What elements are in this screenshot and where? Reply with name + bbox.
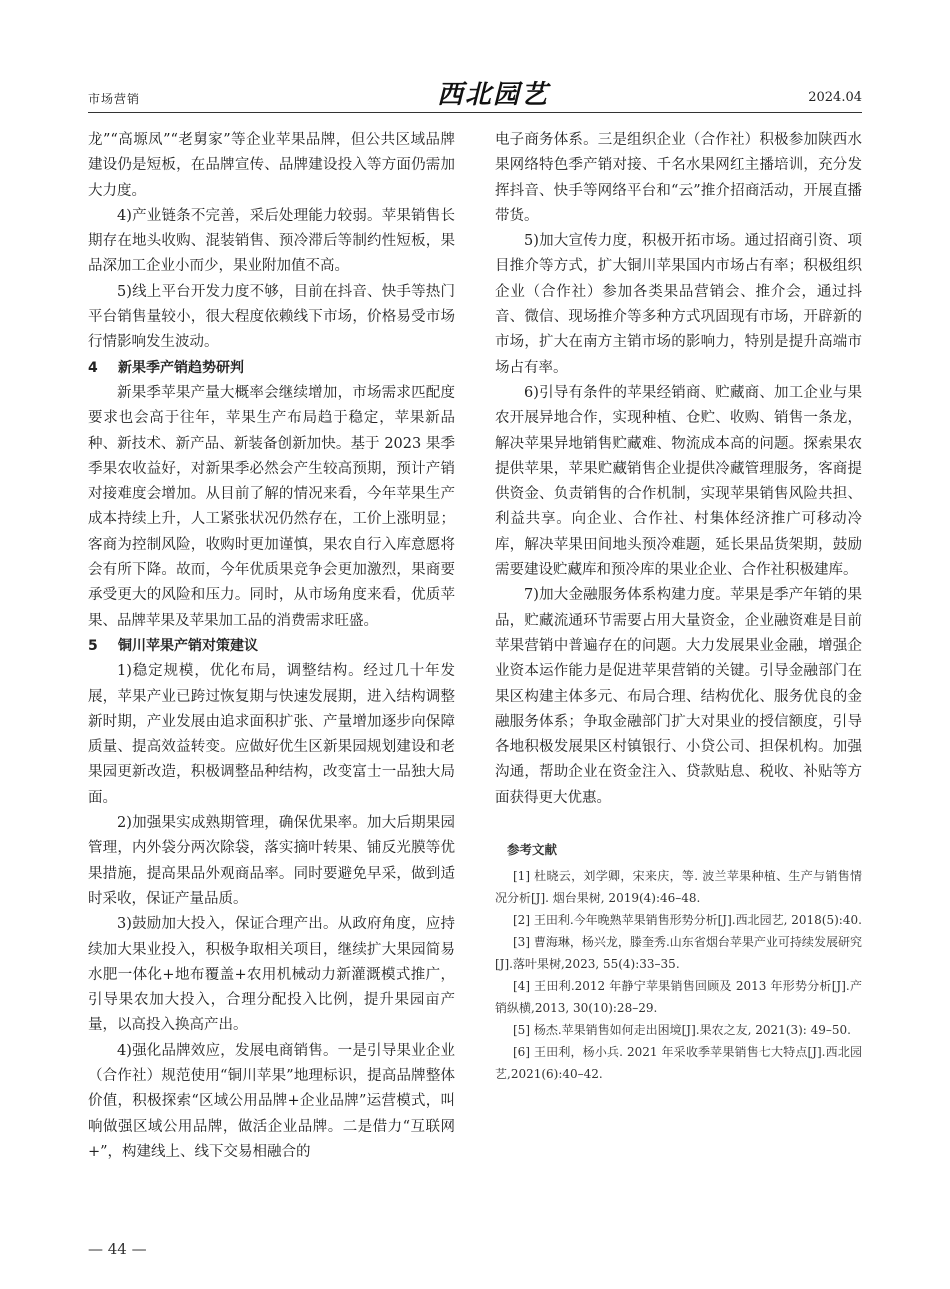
paragraph: 5)加大宣传力度，积极开拓市场。通过招商引资、项目推介等方式，扩大铜川苹果国内市场占有率；积极组织企业（合作社）参加各类果品营销会、推介会，通过抖音、微信、现场推介等多种方式巩固现有市场，开辟新的市场，扩大在南方主销市场的影响力，特别是提升高端市场占有率。: [495, 233, 862, 376]
paragraph: 新果季苹果产量大概率会继续增加，市场需求匹配度要求也会高于往年，苹果生产布局趋于稳定，苹果新品种、新技术、新产品、新装备创新加快。基于 2023 果季季果农收益好，对新果季必然会产生较高预期，预计产销对接难度会增加。从目前了解的情况来看，今年苹果生产成本持续上升，人工紧张状况仍然存在，工价上涨明显；客商为控制风险，收购时更加谨慎，果农自行入库意愿将会有所下降。故而，今年优质果竞争会更加激烈，果商要承受更大的风险和压力。同时，从市场角度来看，优质苹果、品牌苹果及苹果加工品的消费需求旺盛。: [88, 384, 455, 629]
journal-logo: 西北园艺: [436, 80, 549, 110]
reference-item: [5] 杨杰.苹果销售如何走出困境[J].果农之友, 2021(3): 49–50.: [513, 1023, 851, 1038]
section-title: 新果季产销趋势研判: [118, 359, 244, 376]
issue-number: 2024.04: [808, 90, 862, 105]
section-number: 5: [88, 637, 98, 654]
paragraph: 龙”“高塬凤”“老舅家”等企业苹果品牌，但公共区域品牌建设仍是短板，在品牌宣传、品牌建设投入等方面仍需加大力度。: [88, 132, 455, 199]
paragraph: 4)产业链条不完善，采后处理能力较弱。苹果销售长期存在地头收购、混装销售、预冷滞后等制约性短板，果品深加工企业小而少，果业附加值不高。: [88, 207, 455, 275]
section-heading: [88, 356, 455, 381]
paragraph: 6)引导有条件的苹果经销商、贮藏商、加工企业与果农开展异地合作，实现种植、仓贮、收购、销售一条龙，解决苹果异地销售贮藏难、物流成本高的问题。探索果农提供苹果，苹果贮藏销售企业提供冷藏管理服务，客商提供资金、负责销售的合作机制，实现苹果销售风险共担、利益共享。向企业、合作社、村集体经济推广可移动冷库，解决苹果田间地头预冷难题，延长果品货架期，鼓励需要建设贮藏库和预冷库的果业企业、合作社积极建库。: [495, 384, 862, 579]
references-title: 参考文献: [507, 842, 558, 858]
paragraph: 电子商务体系。三是组织企业（合作社）积极参加陕西水果网络特色季产销对接、千名水果网红主播培训，充分发挥抖音、快手等网络平台和“云”推介招商活动，开展直播带货。: [495, 132, 862, 224]
paragraph: 1)稳定规模，优化布局，调整结构。经过几十年发展，苹果产业已跨过恢复期与快速发展期，进入结构调整新时期，产业发展由追求面积扩张、产量增加逐步向保障质量、提高效益转变。应做好优生区新果园规划建设和老果园更新改造，积极调整品种结构，改变富士一品独大局面。: [88, 663, 455, 806]
paragraph: 2)加强果实成熟期管理，确保优果率。加大后期果园管理，内外袋分两次除袋，落实摘叶转果、铺反光膜等优果措施，提高果品外观商品率。同时要避免早采，做到适时采收，保证产量品质。: [88, 815, 455, 907]
paragraph: 5)线上平台开发力度不够，目前在抖音、快手等热门平台销售量较小，很大程度依赖线下市场，价格易受市场行情影响发生波动。: [88, 283, 455, 351]
references: [495, 839, 862, 1085]
section-heading: [88, 634, 455, 659]
page-number: — 44 —: [88, 1240, 147, 1258]
section-title: 铜川苹果产销对策建议: [118, 637, 258, 654]
paragraph: 7)加大金融服务体系构建力度。苹果是季产年销的果品，贮藏流通环节需要占用大量资金，企业融资难是目前苹果营销中普遍存在的问题。大力发展果业金融，增强企业资本运作能力是促进苹果营销的关键。引导金融部门在果区构建主体多元、布局合理、结构优化、服务优良的金融服务体系；争取金融部门扩大对果业的授信额度，引导各地积极发展果区村镇银行、小贷公司、担保机构。加强沟通，帮助企业在资金注入、贷款贴息、税收、补贴等方面获得更大优惠。: [495, 587, 862, 806]
reference-item: [1] 杜晓云，刘学卿，宋来庆，等. 波兰苹果种植、生产与销售情况分析[J]. 烟台果树, 2019(4):46–48.: [495, 869, 862, 906]
reference-item: [6] 王田利，杨小兵. 2021 年采收季苹果销售七大特点[J].西北园艺,2021(6):40–42.: [495, 1045, 862, 1082]
reference-item: [3] 曹海琳，杨兴龙，滕奎秀.山东省烟台苹果产业可持续发展研究[J].落叶果树,2023, 55(4):33–35.: [495, 935, 862, 972]
section-number: 4: [88, 359, 98, 376]
paragraph: 3)鼓励加大投入，保证合理产出。从政府角度，应持续加大果业投入，积极争取相关项目，继续扩大果园简易水肥一体化+地布覆盖+农用机械动力新灌溉模式推广，引导果农加大投入，合理分配投入比例，提升果园亩产量，以高投入换高产出。: [88, 916, 455, 1034]
paragraph: 4)强化品牌效应，发展电商销售。一是引导果业企业（合作社）规范使用“铜川苹果”地理标识，提高品牌整体价值，积极探索“区域公用品牌+企业品牌”运营模式，叫响做强区域公用品牌，做活企业品牌。二是借力“互联网+”，构建线上、线下交易相融合的: [88, 1042, 455, 1160]
section-label: 市场营销: [88, 92, 141, 106]
reference-item: [2] 王田利.今年晚熟苹果销售形势分析[J].西北园艺, 2018(5):40.: [513, 913, 862, 928]
right-column: [495, 128, 862, 1085]
page-header: [88, 0, 862, 116]
header-rule: [88, 112, 862, 113]
reference-item: [4] 王田利.2012 年静宁苹果销售回顾及 2013 年形势分析[J].产销纵横,2013, 30(10):28–29.: [495, 979, 862, 1016]
left-column: [88, 128, 455, 1165]
